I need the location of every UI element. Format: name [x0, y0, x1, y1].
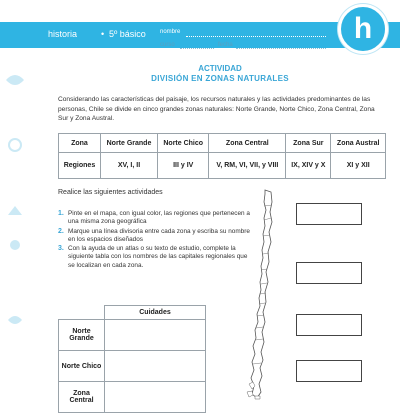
- capitals-answer-cell[interactable]: [105, 351, 206, 382]
- step-item: [58, 210, 250, 227]
- zone-name-box[interactable]: [296, 203, 362, 225]
- crown-dot-icon: [10, 240, 20, 250]
- zones-header-cell: Zona: [59, 134, 101, 153]
- step-text: Pinte en el mapa, con igual color, las regiones que pertenecen a una misma zona geográfica: [68, 210, 250, 226]
- step-item: [58, 228, 250, 245]
- capitals-zone-label: Norte Grande: [59, 320, 105, 351]
- capitals-row: [59, 351, 206, 382]
- zones-header-cell: Norte Grande: [100, 134, 157, 153]
- regions-cell: IX, XIV y X: [286, 153, 331, 179]
- instructions-heading: Realice las siguientes actividades: [58, 189, 163, 196]
- triangle-icon: [8, 206, 22, 215]
- zone-name-box[interactable]: [296, 262, 362, 284]
- header-separator: •: [101, 29, 105, 39]
- subject-label: historia: [48, 29, 78, 39]
- zones-header-cell: Zona Central: [209, 134, 286, 153]
- regions-cell: XI y XII: [331, 153, 386, 179]
- step-number: 2.: [58, 227, 64, 235]
- name-field[interactable]: [186, 36, 326, 37]
- capitals-table: [58, 305, 206, 413]
- fish-icon: [8, 316, 22, 324]
- regions-cell: V, RM, VI, VII, y VIII: [209, 153, 286, 179]
- decorative-shapes: [0, 50, 30, 400]
- capitals-header-row: [59, 306, 206, 320]
- zone-name-box[interactable]: [296, 360, 362, 382]
- leaf-icon: [6, 75, 24, 85]
- step-number: 3.: [58, 245, 64, 253]
- decorative-column: [0, 50, 30, 400]
- date-field[interactable]: [236, 48, 326, 49]
- logo-icon: [338, 4, 388, 54]
- capitals-answer-cell[interactable]: [105, 382, 206, 413]
- zones-header-row: [59, 134, 386, 153]
- capitals-answer-cell[interactable]: [105, 320, 206, 351]
- zones-regions-row: [59, 153, 386, 179]
- course-label: curso: [160, 42, 175, 48]
- capitals-column-header: Cuidades: [105, 306, 206, 320]
- zones-table: [58, 133, 386, 179]
- capitals-row: [59, 320, 206, 351]
- step-text: Con la ayuda de un atlas o su texto de estudio, complete la siguiente tabla con los nombres de las capitales regionales que se localizan en cada zona.: [68, 245, 248, 269]
- activity-title: ACTIVIDAD: [198, 64, 242, 73]
- capitals-row: [59, 382, 206, 413]
- steps-list: [58, 210, 250, 271]
- zones-header-cell: Norte Chico: [158, 134, 209, 153]
- course-field[interactable]: [180, 48, 214, 49]
- regions-cell: XV, I, II: [100, 153, 157, 179]
- zones-header-cell: Zona Sur: [286, 134, 331, 153]
- zone-name-box[interactable]: [296, 314, 362, 336]
- capitals-corner-cell: [59, 306, 105, 320]
- activity-subtitle: DIVISIÓN EN ZONAS NATURALES: [151, 74, 289, 83]
- ring-icon: [9, 139, 21, 151]
- regions-cell: III y IV: [158, 153, 209, 179]
- chile-map[interactable]: [235, 188, 295, 400]
- date-label: fecha: [218, 42, 233, 48]
- intro-paragraph: Considerando las características del paisaje, los recursos naturales y las actividades predominantes de las personas, Chile se divide en cinco grandes zonas naturales: Norte Grande, Norte Chico, Zona Central, Zona Sur y Zona Austral.: [58, 96, 375, 123]
- zones-header-cell: Zona Austral: [331, 134, 386, 153]
- step-item: [58, 245, 250, 270]
- capitals-zone-label: Norte Chico: [59, 351, 105, 382]
- capitals-zone-label: Zona Central: [59, 382, 105, 413]
- regions-label: Regiones: [59, 153, 101, 179]
- step-number: 1.: [58, 210, 64, 217]
- step-text: Marque una línea divisoria entre cada zona y escriba su nombre en los espacios diseñados: [68, 227, 250, 243]
- name-label: nombre: [160, 29, 181, 35]
- logo-letter: h: [353, 12, 373, 45]
- grade-label: 5º básico: [109, 29, 146, 39]
